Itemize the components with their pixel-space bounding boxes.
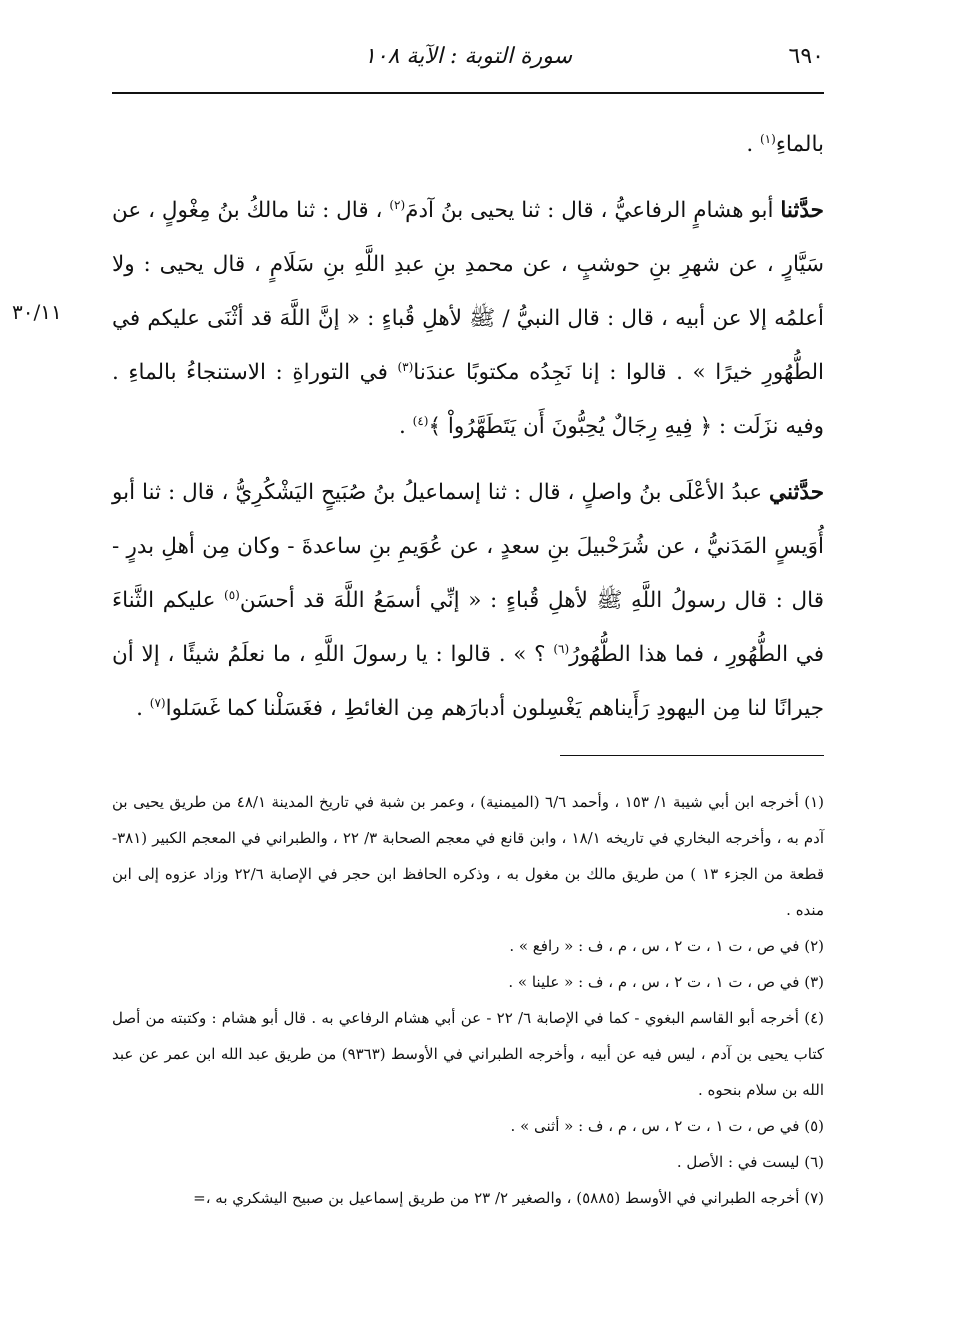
header-rule (112, 92, 824, 94)
text-run: عبدُ الأعْلَى بنُ واصلٍ ، قال : ثنا إسماعيلُ بنُ صُبَيحٍ اليَشْكُرِيُّ ، قال : ثنا أبو أُوَيسٍ المَدَنيُّ ، عن شُرَحْبيلَ بنِ سعدٍ ، عن عُوَيمِ بنِ ساعدةَ - وكان مِن أهلِ بدرٍ - قال : قال رسولُ اللَّهِ ﷺ لأهلِ قُباءٍ : « إنِّي أسمَعُ اللَّهَ قد أحسَن (112, 480, 824, 613)
paragraph-0 (112, 118, 824, 172)
margin-reference: ٣٠/١١ (12, 300, 62, 324)
page-number: ٦٩٠ (788, 44, 824, 69)
text-run: ؟ » . قالوا : يا رسولَ اللَّهِ ، ما نعلَمُ شيئًا ، إلا أن جيرانًا لنا مِن اليهودِ رَأَيناهم يَغْسِلون أدبارَهم مِن الغائطِ ، فغَسَلْنا كما غَسَلوا (112, 642, 824, 721)
footnote-rule (560, 755, 824, 756)
footnote-marker: (٦) (553, 641, 570, 656)
text-run: ، قال : ثنا مالكُ بنُ مِغْولٍ ، عن سَيَّارٍ ، عن شهرِ بنِ حوشبٍ ، عن محمدِ بنِ عبدِ اللَّهِ بنِ سَلَامٍ ، قال يحيى : ولا أعلمُه إلا عن أبيه ، قال : قال النبيُّ / ﷺ لأهلِ قُباءٍ : « إنَّ اللَّهَ قد أثْنَى عليكم في الطُّهُورِ خيرًا » . قالوا : إنا نَجِدُه مكتوبًا عندَنا (112, 198, 824, 385)
footnote-marker: (٢) (389, 197, 406, 212)
footnote-marker: (٣) (397, 359, 414, 374)
text-run: أبو هشامٍ الرفاعيُّ ، قال : ثنا يحيى بنُ آدمَ (405, 198, 781, 223)
text-run: . (398, 414, 413, 439)
footnote-4: (٤) أخرجه أبو القاسم البغوي - كما في الإصابة ٦/ ٢٢ - عن أبي هشام الرفاعي به . قال أبو هشام : وكتبته من أصل كتاب يحيى بن آدم ، ليس فيه عن أبيه ، وأخرجه الطبراني في الأوسط (٩٣٦٣) من طريق عبد الله ابن عمر عن عبد الله بن سلام بنحوه . (112, 1009, 824, 1099)
text-run: عليكم الثَّناءَ في الطُّهُورِ ، فما هذا الطُّهُورُ (112, 588, 824, 667)
footnote-5: (٥) في ص ، ت ١ ، ت ٢ ، س ، م ، ف : « أثنى » . (510, 1117, 824, 1135)
paragraph-2 (112, 466, 824, 736)
footnote-marker: (٥) (224, 587, 240, 602)
footnotes (112, 784, 824, 1216)
paragraph-1 (112, 184, 824, 454)
narration-lead: حدَّثني (769, 480, 824, 505)
running-title: سورة التوبة : الآية ١٠٨ (363, 44, 573, 69)
text-run: بالماءِ (775, 132, 824, 157)
main-text (112, 118, 824, 736)
footnote-1: (١) أخرجه ابن أبي شيبة ١/ ١٥٣ ، وأحمد ٦/٦ (الميمنية) ، وعمر بن شبة في تاريخ المدينة ٤٨/١ من طريق يحيى بن آدم به ، وأخرجه البخاري في تاريخه ١٨/١ ، وابن قانع في معجم الصحابة ٣/ ٢٢ ، والطبراني في المعجم الكبير (٣٨١- قطعة من الجزء ١٣ ) من طريق مالك بن مغول به ، وذكره الحافظ ابن حجر في الإصابة ٢٢/٦ وزاد عزوه إلى ابن منده . (112, 793, 825, 919)
text-run: . (136, 696, 150, 721)
footnote-marker: (٤) (412, 413, 429, 428)
footnote-2: (٢) في ص ، ت ١ ، ت ٢ ، س ، م ، ف : « رافع » . (509, 937, 824, 955)
page-header (112, 38, 824, 88)
footnote-6: (٦) ليست في : الأصل . (676, 1153, 824, 1171)
footnote-marker: (١) (759, 131, 776, 146)
narration-lead: حدَّثنا (780, 198, 824, 223)
footnote-3: (٣) في ص ، ت ١ ، ت ٢ ، س ، م ، ف : « علينا » . (508, 973, 824, 991)
footnote-marker: (٧) (149, 695, 166, 710)
text-run: في التوراةِ : الاستنجاءُ بالماءِ . وفيه نزَلَت : ﴿ فِيهِ رِجَالٌ يُحِبُّونَ أَن يَتَطَهَّرُواْ ﴾ (112, 360, 824, 439)
text-run: . (746, 132, 760, 157)
footnote-7: (٧) أخرجه الطبراني في الأوسط (٥٨٨٥) ، والصغير ٢/ ٢٣ من طريق إسماعيل بن صبيح اليشكري به ،= (193, 1189, 824, 1207)
